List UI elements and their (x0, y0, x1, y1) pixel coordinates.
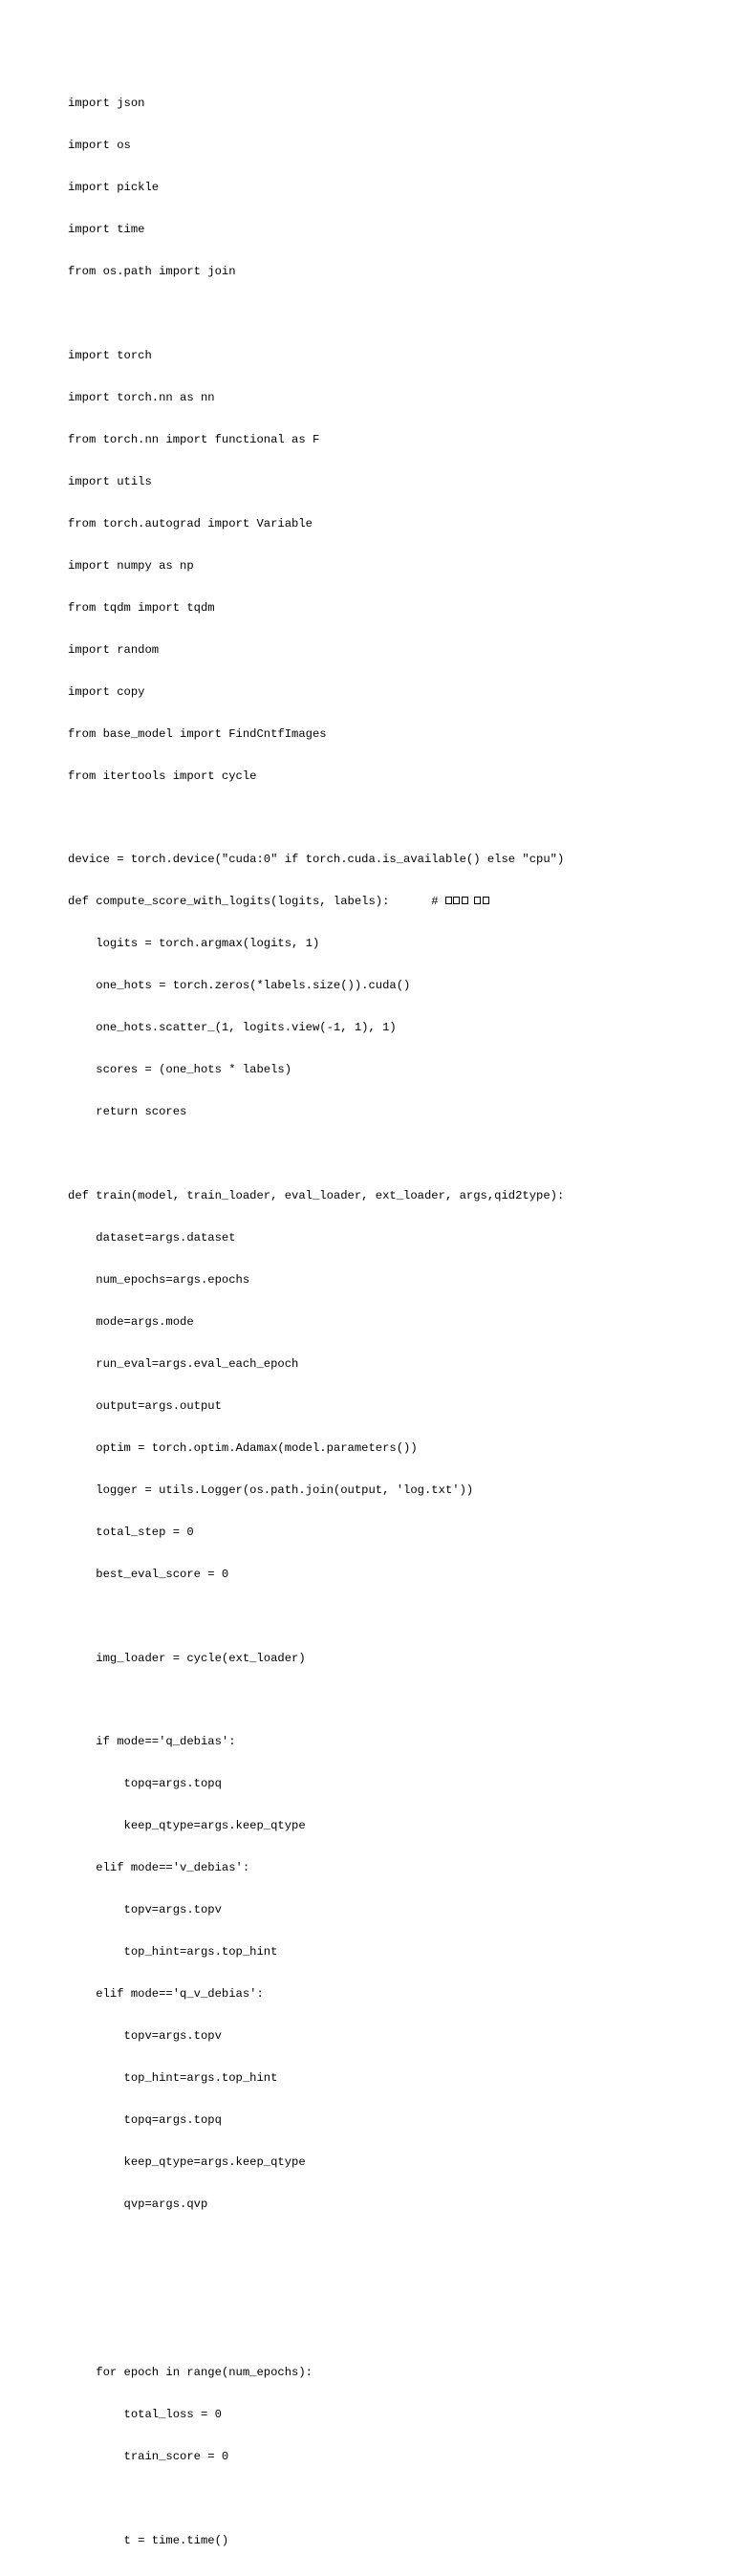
code-line: keep_qtype=args.keep_qtype (68, 2155, 306, 2170)
code-line: img_loader = cycle(ext_loader) (68, 1651, 306, 1665)
code-line: import os (68, 139, 131, 153)
code-line: import time (68, 223, 145, 237)
missing-glyph-icon (474, 897, 481, 904)
code-line: one_hots.scatter_(1, logits.view(-1, 1), 1) (68, 1021, 397, 1035)
blank-line (68, 2240, 564, 2254)
code-line: import torch.nn as nn (68, 390, 215, 404)
code-line: total_step = 0 (68, 1525, 194, 1539)
code-line: import random (68, 642, 160, 657)
code-line: elif mode=='v_debias': (68, 1861, 250, 1875)
missing-glyph-icon (462, 897, 468, 904)
code-line: logits = torch.argmax(logits, 1) (68, 937, 320, 951)
blank-line (68, 1694, 564, 1708)
code-line: elif mode=='q_v_debias': (68, 1987, 264, 2002)
blank-line (68, 307, 564, 321)
missing-glyph-icon (445, 897, 452, 904)
code-line: dataset=args.dataset (68, 1231, 236, 1245)
code-line: keep_qtype=args.keep_qtype (68, 1819, 306, 1833)
code-line: one_hots = torch.zeros(*labels.size()).cuda() (68, 979, 411, 993)
code-line: scores = (one_hots * labels) (68, 1063, 292, 1077)
code-line: def train(model, train_loader, eval_loader, ext_loader, args,qid2type): (68, 1189, 565, 1203)
code-line: best_eval_score = 0 (68, 1567, 229, 1581)
code-line: from base_model import FindCntfImages (68, 726, 327, 741)
blank-line (68, 2324, 564, 2338)
code-line: import copy (68, 684, 145, 699)
code-line: top_hint=args.top_hint (68, 2071, 278, 2086)
code-line: topv=args.topv (68, 1903, 222, 1917)
code-line: logger = utils.Logger(os.path.join(output, 'log.txt')) (68, 1483, 474, 1497)
blank-line (68, 1147, 564, 1161)
code-line: import pickle (68, 181, 160, 195)
code-line: return scores (68, 1105, 187, 1119)
blank-line (68, 2492, 564, 2506)
code-line: t = time.time() (68, 2533, 229, 2547)
blank-line (68, 1610, 564, 1624)
code-line: from os.path import join (68, 265, 236, 279)
code-line: topq=args.topq (68, 1777, 222, 1791)
code-line: run_eval=args.eval_each_epoch (68, 1356, 299, 1371)
code-line: topq=args.topq (68, 2113, 222, 2128)
code-line: num_epochs=args.epochs (68, 1273, 250, 1287)
code-line: topv=args.topv (68, 2029, 222, 2044)
blank-line (68, 812, 564, 826)
code-line: import torch (68, 349, 152, 363)
code-text: def compute_score_with_logits(logits, labels): # (68, 895, 445, 909)
blank-line (68, 2282, 564, 2296)
code-line: from torch.autograd import Variable (68, 516, 313, 530)
code-line-with-comment (68, 895, 564, 909)
code-line: import json (68, 97, 145, 111)
code-line: from itertools import cycle (68, 768, 257, 783)
code-line: for epoch in range(num_epochs): (68, 2365, 313, 2379)
code-line: total_loss = 0 (68, 2407, 222, 2421)
code-line: import utils (68, 474, 152, 488)
code-line: output=args.output (68, 1398, 222, 1413)
missing-glyph-icon (453, 897, 460, 904)
code-line: top_hint=args.top_hint (68, 1945, 278, 1959)
code-line: mode=args.mode (68, 1314, 194, 1329)
code-line: train_score = 0 (68, 2449, 229, 2463)
missing-glyph-icon (483, 897, 489, 904)
code-line: device = torch.device("cuda:0" if torch.cuda.is_available() else "cpu") (68, 853, 565, 867)
code-line: if mode=='q_debias': (68, 1735, 236, 1749)
code-line: from torch.nn import functional as F (68, 432, 320, 446)
code-line: optim = torch.optim.Adamax(model.parameters()) (68, 1440, 418, 1455)
code-listing (68, 69, 564, 2576)
code-line: from tqdm import tqdm (68, 600, 215, 615)
code-line: qvp=args.qvp (68, 2197, 208, 2211)
code-line: import numpy as np (68, 558, 194, 573)
